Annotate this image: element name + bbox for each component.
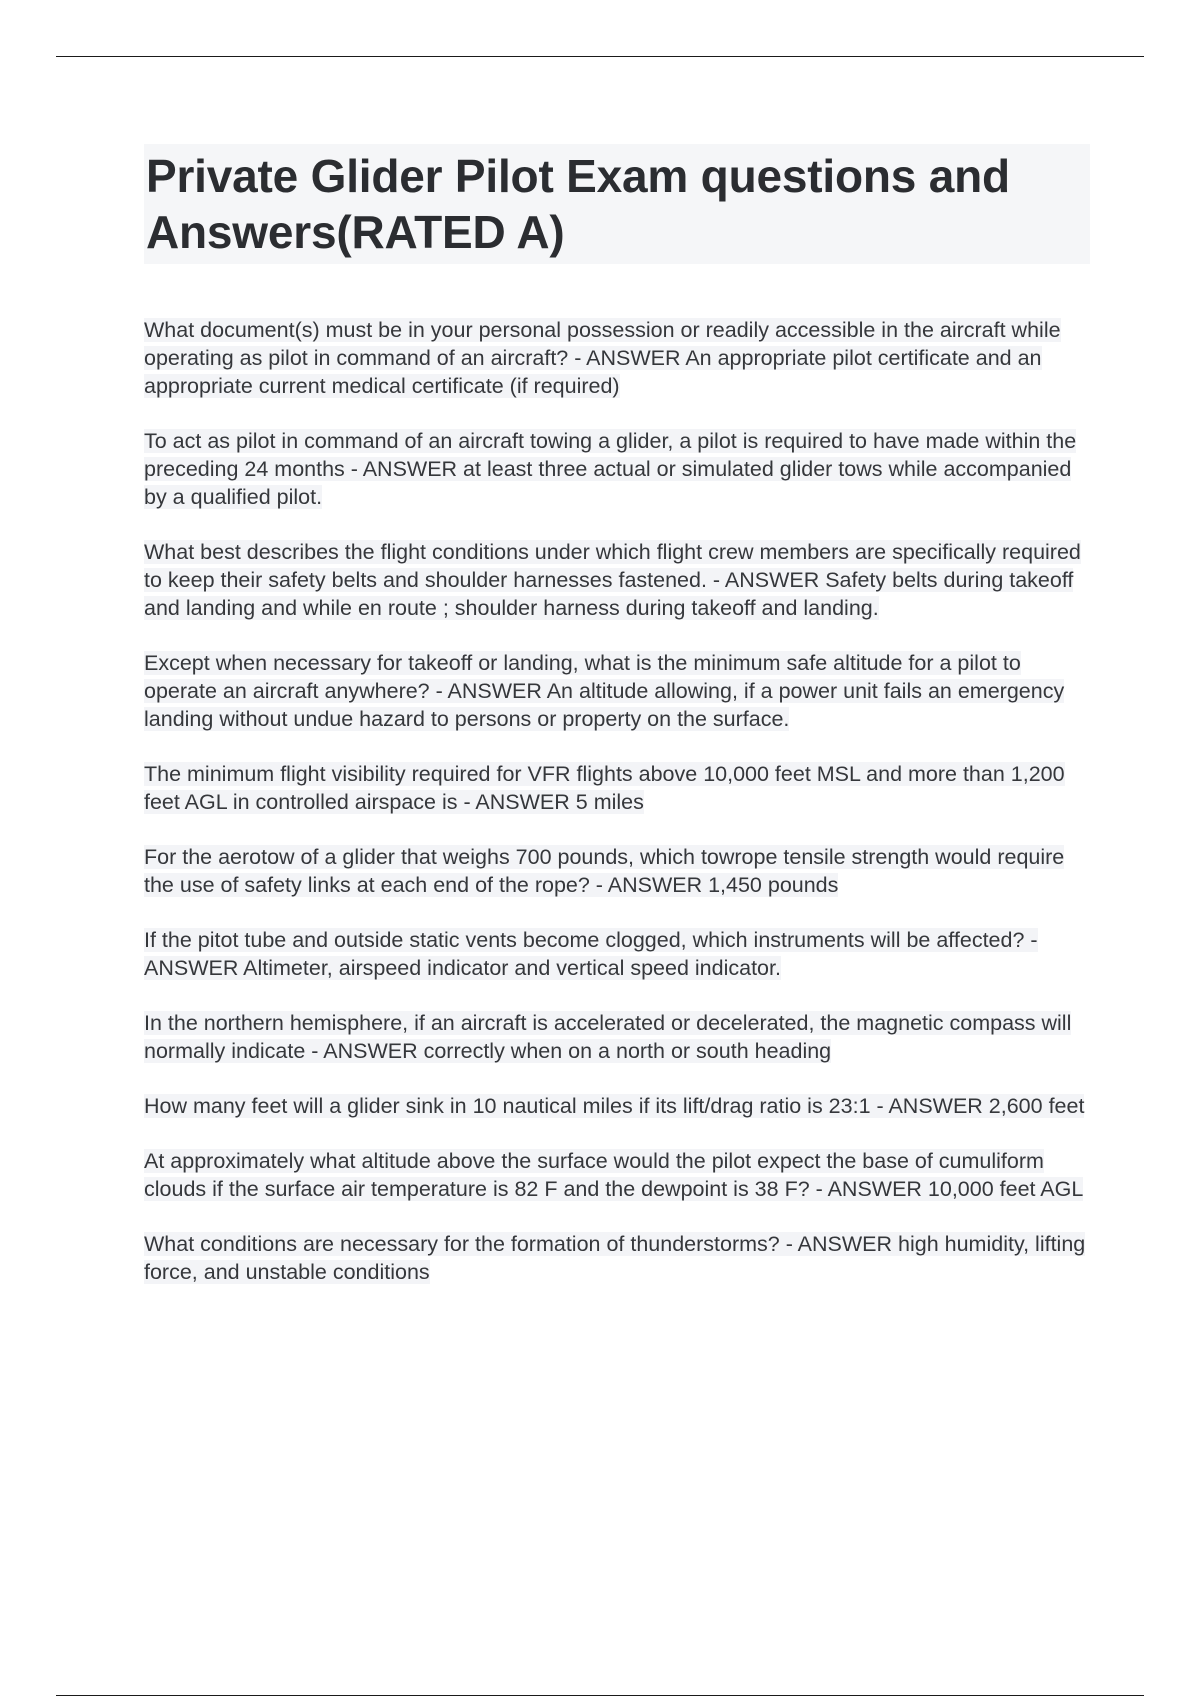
bottom-rule bbox=[56, 1695, 1144, 1696]
qa-text: In the northern hemisphere, if an aircraft is accelerated or decelerated, the magnetic compass will normally indicate - ANSWER correctly when on a north or south heading bbox=[144, 1011, 1072, 1063]
qa-item-3 bbox=[144, 538, 1090, 622]
qa-text: What conditions are necessary for the formation of thunderstorms? - ANSWER high humidity, lifting force, and unstable conditions bbox=[144, 1232, 1086, 1284]
qa-text: If the pitot tube and outside static vents become clogged, which instruments will be affected? - ANSWER Altimeter, airspeed indicator and vertical speed indicator. bbox=[144, 928, 1038, 980]
qa-item-2 bbox=[144, 427, 1090, 511]
qa-text: To act as pilot in command of an aircraft towing a glider, a pilot is required to have made within the preceding 24 months - ANSWER at least three actual or simulated glider tows while accompanied by a qualified pilot. bbox=[144, 429, 1077, 509]
qa-item-4 bbox=[144, 649, 1090, 733]
document-body bbox=[144, 144, 1090, 1313]
qa-text: Except when necessary for takeoff or landing, what is the minimum safe altitude for a pilot to operate an aircraft anywhere? - ANSWER An altitude allowing, if a power unit fails an emergency landing without undue hazard to persons or property on the surface. bbox=[144, 651, 1065, 731]
qa-text: For the aerotow of a glider that weighs 700 pounds, which towrope tensile strength would require the use of safety links at each end of the rope? - ANSWER 1,450 pounds bbox=[144, 845, 1065, 897]
qa-item-9 bbox=[144, 1092, 1090, 1120]
qa-item-5 bbox=[144, 760, 1090, 816]
qa-list bbox=[144, 316, 1090, 1286]
qa-item-6 bbox=[144, 843, 1090, 899]
top-rule bbox=[56, 56, 1144, 57]
qa-text: At approximately what altitude above the surface would the pilot expect the base of cumuliform clouds if the surface air temperature is 82 F and the dewpoint is 38 F? - ANSWER 10,000 feet AGL bbox=[144, 1149, 1084, 1201]
qa-item-11 bbox=[144, 1230, 1090, 1286]
qa-item-8 bbox=[144, 1009, 1090, 1065]
qa-text: What document(s) must be in your personal possession or readily accessible in the aircraft while operating as pilot in command of an aircraft? - ANSWER An appropriate pilot certificate and an appropriate current medical certificate (if required) bbox=[144, 318, 1061, 398]
document-title: Private Glider Pilot Exam questions and Answers(RATED A) bbox=[144, 144, 1090, 264]
qa-text: The minimum flight visibility required for VFR flights above 10,000 feet MSL and more than 1,200 feet AGL in controlled airspace is - ANSWER 5 miles bbox=[144, 762, 1065, 814]
qa-text: How many feet will a glider sink in 10 nautical miles if its lift/drag ratio is 23:1 - ANSWER 2,600 feet bbox=[144, 1094, 1085, 1118]
qa-item-7 bbox=[144, 926, 1090, 982]
qa-text: What best describes the flight conditions under which flight crew members are specifically required to keep their safety belts and shoulder harnesses fastened. - ANSWER Safety belts during takeoff and landing and while en route ; shoulder harness during takeoff and landing. bbox=[144, 540, 1081, 620]
qa-item-10 bbox=[144, 1147, 1090, 1203]
qa-item-1 bbox=[144, 316, 1090, 400]
